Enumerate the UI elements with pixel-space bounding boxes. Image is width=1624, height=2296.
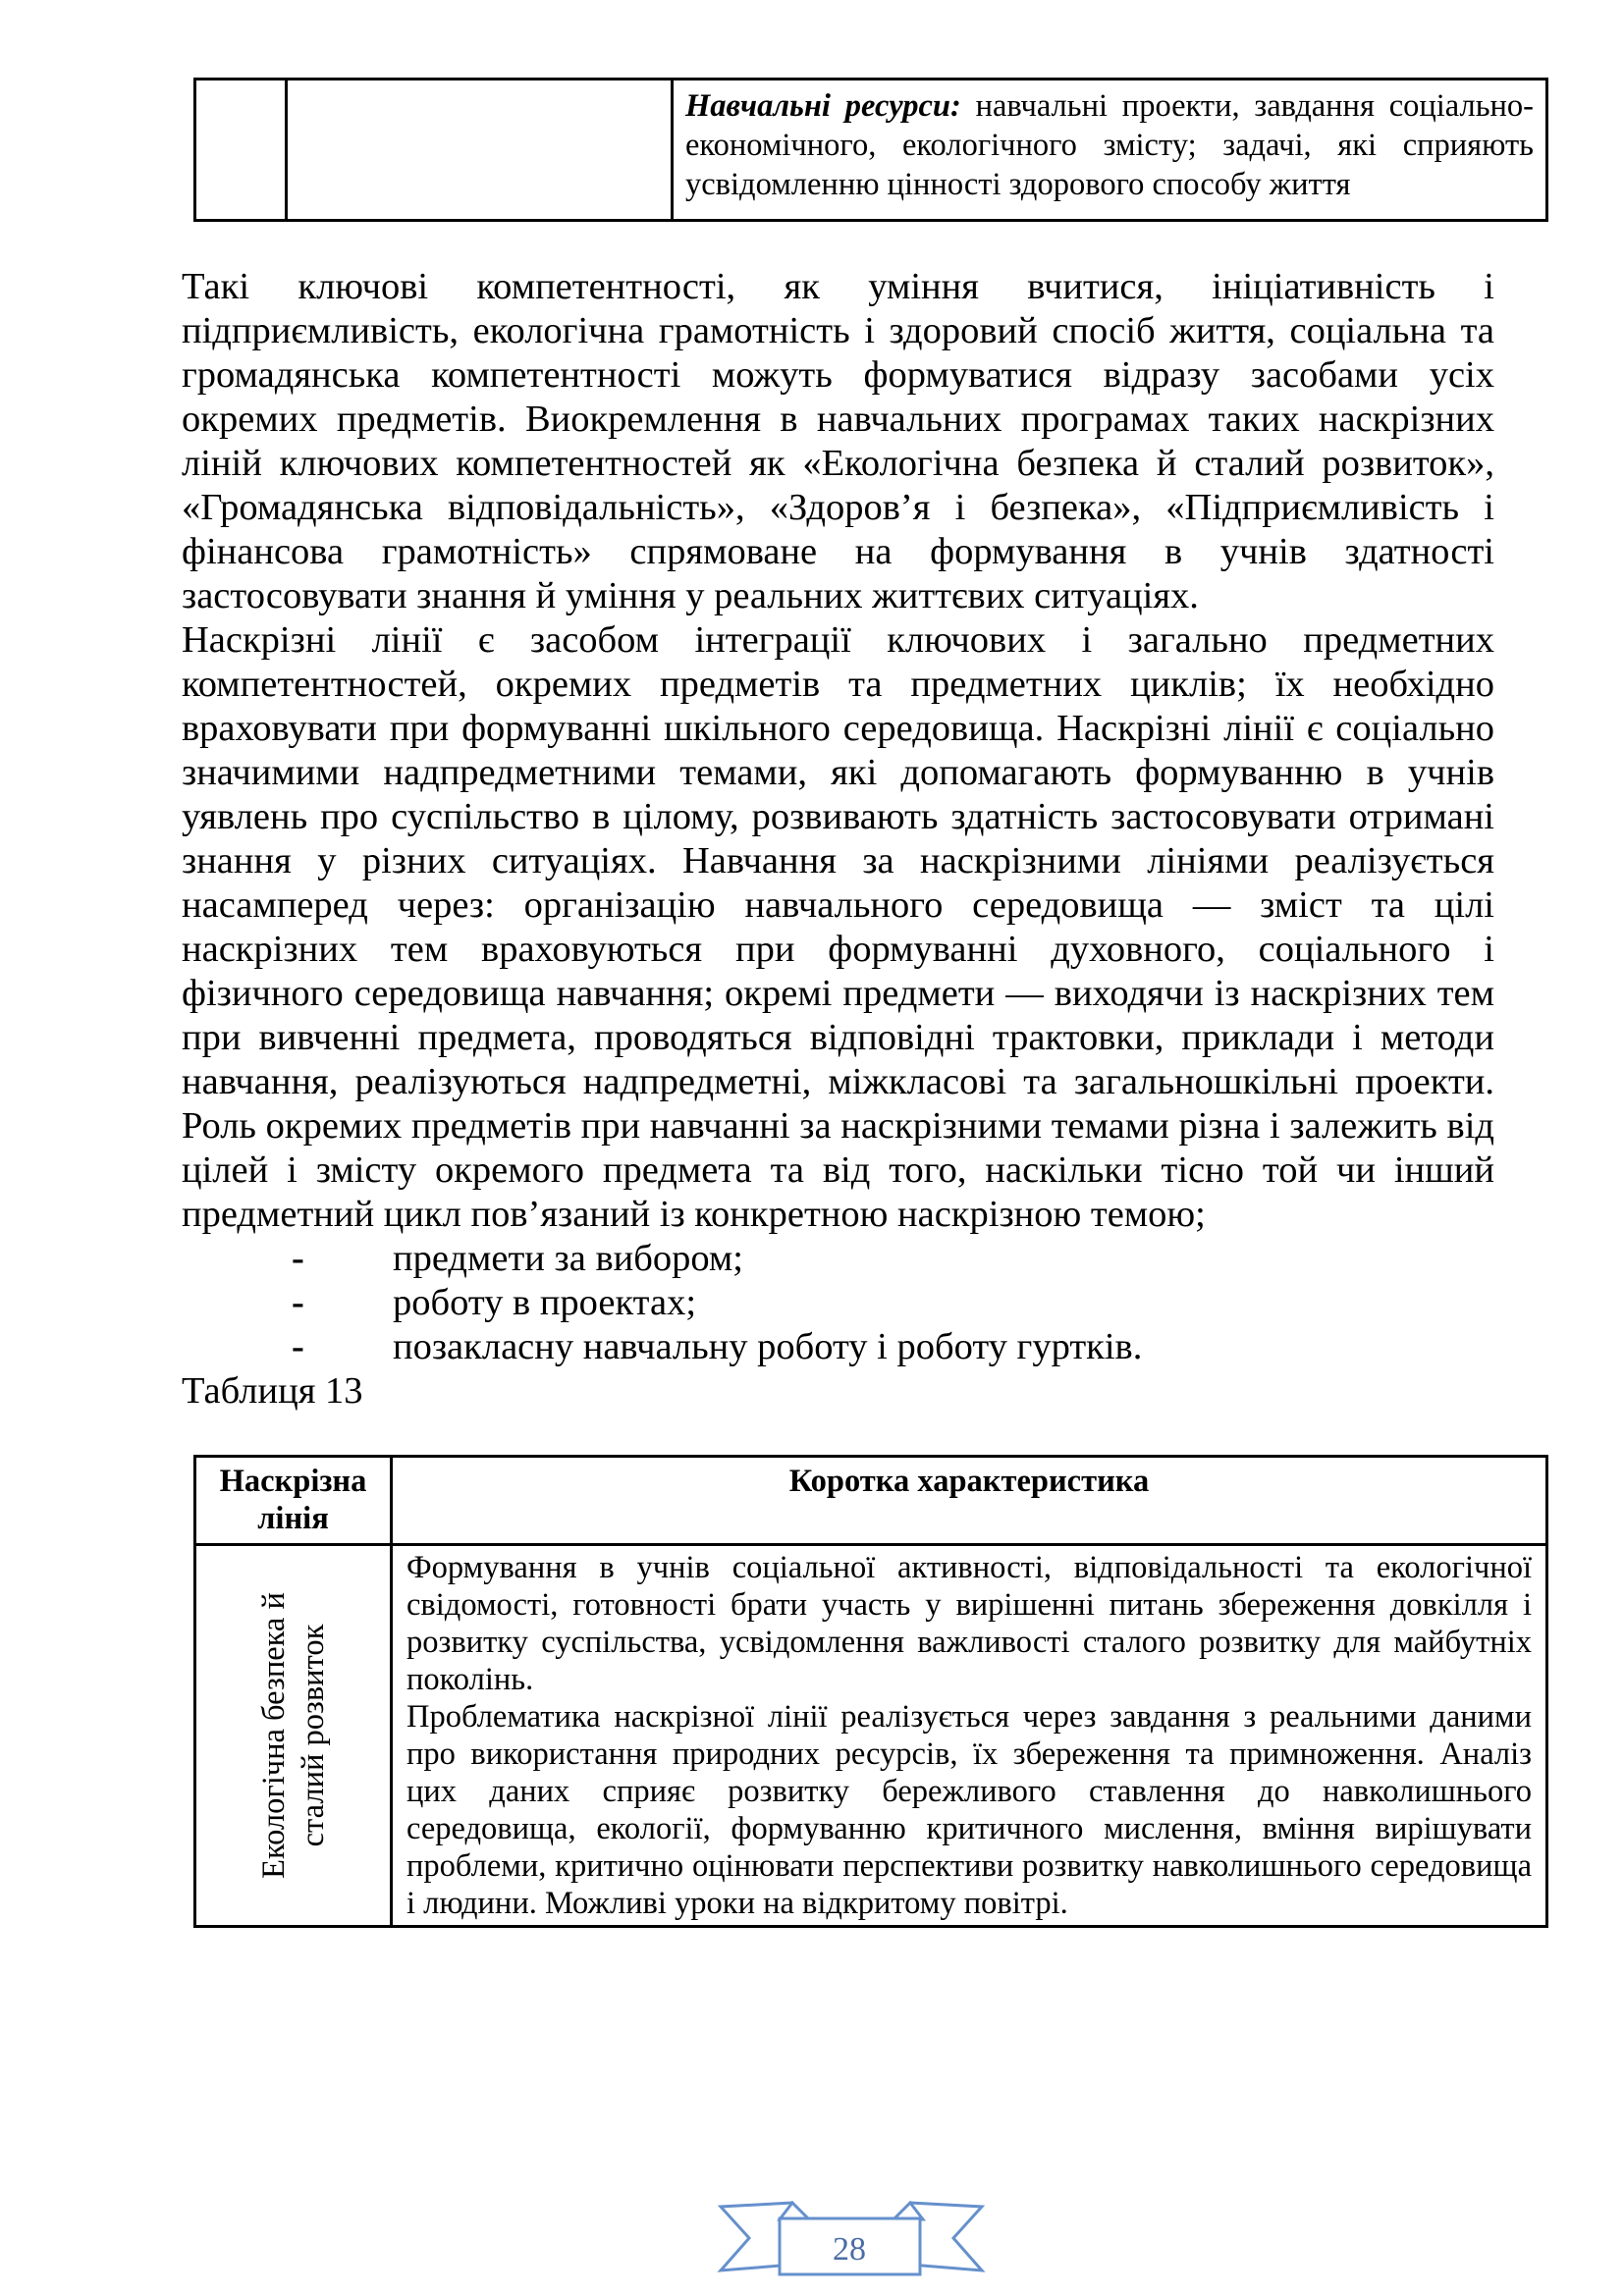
top-continuation-table (193, 78, 1548, 222)
empty-cell (195, 80, 287, 221)
list-item-text: предмети за вибором; (393, 1238, 743, 1279)
bullet-dash-icon: - (292, 1282, 304, 1323)
learning-resources-label: Навчальні ресурси: (685, 88, 961, 124)
table-row (195, 1545, 1547, 1927)
list-item (182, 1325, 1494, 1369)
vertical-line-name (254, 1592, 333, 1879)
characteristic-paragraph-1: Формування в учнів соціальної активності, відповідальності та екологічної свідомості, готовності брати участь у вирішенні питань збереження довкілля і розвитку суспільства, усвідомлення важливості сталого розвитку для майбутніх поколінь. (406, 1550, 1532, 1697)
table-13 (193, 1455, 1548, 1928)
table-header-row (195, 1457, 1547, 1545)
empty-cell (287, 80, 673, 221)
vertical-line-name-part2: сталий розвиток (295, 1624, 331, 1847)
vertical-line-name-part1: Екологічна безпека й (255, 1592, 292, 1879)
list-item-text: роботу в проектах; (393, 1282, 697, 1323)
line-name-cell (195, 1545, 392, 1927)
learning-resources-text: навчальні проекти, завдання соціально-економічного, екологічного змісту; задачі, які сприяють усвідомленню цінності здорового способу життя (685, 88, 1535, 202)
list-item-text: позакласну навчальну роботу і роботу гуртків. (393, 1326, 1143, 1367)
characteristic-cell (392, 1545, 1547, 1927)
bullet-dash-icon: - (292, 1326, 304, 1367)
page-number-ribbon (714, 2193, 989, 2279)
list-item (182, 1237, 1494, 1281)
bullet-dash-icon: - (292, 1238, 304, 1279)
list-item (182, 1281, 1494, 1325)
learning-resources-cell (673, 80, 1547, 221)
body-text-block (182, 265, 1494, 1414)
page-number: 28 (833, 2231, 866, 2268)
table-row (195, 80, 1547, 221)
header-short-characteristic: Коротка характеристика (392, 1457, 1547, 1545)
header-cross-cutting-line: Наскрізна лінія (195, 1457, 392, 1545)
paragraph-cross-cutting-lines: Наскрізні лінії є засобом інтеграції ключових і загально предметних компетентностей, окремих предметів та предметних циклів; їх необхідно враховувати при формуванні шкільного середовища. Наскрізні лінії є соціально значимими надпредметними темами, які допомагають формуванню в учнів уявлень про суспільство в цілому, розвивають здатність застосовувати отримані знання у різних ситуаціях. Навчання за наскрізними лініями реалізується насамперед через: організацію навчального середовища — зміст та цілі наскрізних тем враховуються при формуванні духовного, соціального і фізичного середовища навчання; окремі предмети — виходячи із наскрізних тем при вивченні предмета, проводяться відповідні трактовки, приклади і методи навчання, реалізуються надпредметні, міжкласові та загальношкільні проекти. Роль окремих предметів при навчанні за наскрізними темами різна і залежить від цілей і змісту окремого предмета та від того, наскільки тісно той чи інший предметний цикл пов’язаний із конкретною наскрізною темою; (182, 619, 1494, 1235)
characteristic-paragraph-2: Проблематика наскрізної лінії реалізується через завдання з реальними даними про використання природних ресурсів, їх збереження та примноження. Аналіз цих даних сприяє розвитку бережливого ставлення до навколишнього середовища, екології, формуванню критичного мислення, вміння вирішувати проблеми, критично оцінювати перспективи розвитку навколишнього середовища і людини. Можливі уроки на відкритому повітрі. (406, 1699, 1532, 1921)
table-caption: Таблиця 13 (182, 1370, 363, 1412)
paragraph-competencies: Такі ключові компетентності, як уміння вчитися, ініціативність і підприємливість, екологічна грамотність і здоровий спосіб життя, соціальна та громадянська компетентності можуть формуватися відразу засобами усіх окремих предметів. Виокремлення в навчальних програмах таких наскрізних ліній ключових компетентностей як «Екологічна безпека й сталий розвиток», «Громадянська відповідальність», «Здоров’я і безпека», «Підприємливість і фінансова грамотність» спрямоване на формування в учнів здатності застосовувати знання й уміння у реальних життєвих ситуаціях. (182, 266, 1494, 616)
